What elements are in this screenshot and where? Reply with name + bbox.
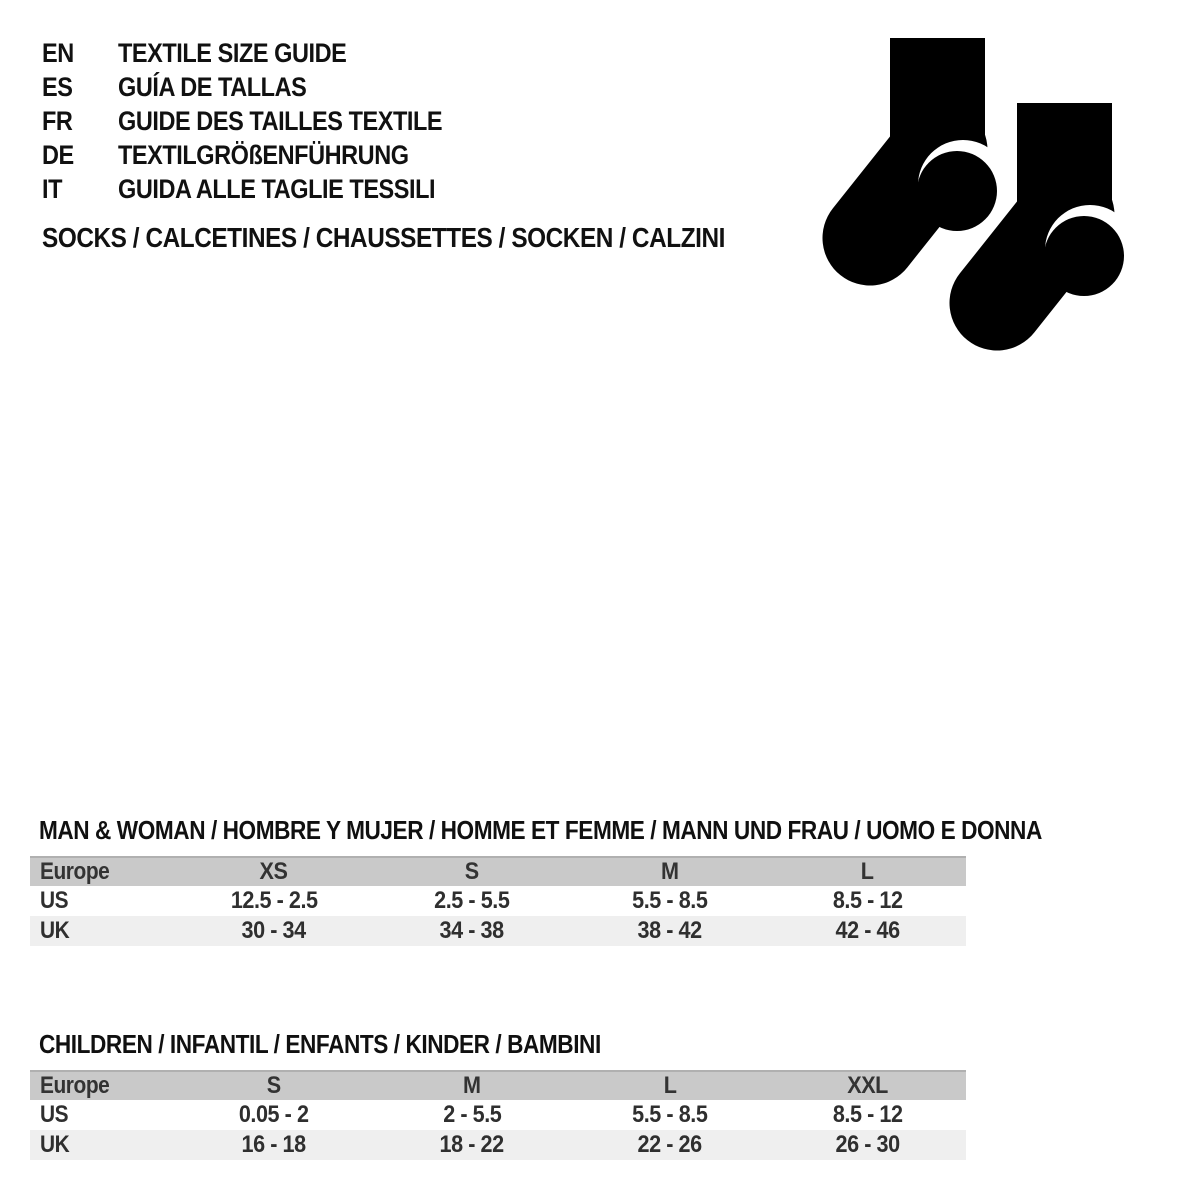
size-value: 42 - 46 bbox=[835, 917, 900, 944]
size-value: 38 - 42 bbox=[637, 917, 703, 944]
size-value: 0.05 - 2 bbox=[239, 1101, 309, 1128]
column-header-size: S bbox=[465, 858, 479, 885]
size-value: 12.5 - 2.5 bbox=[230, 887, 318, 914]
table-header-row bbox=[30, 856, 966, 886]
man-woman-table-title: MAN & WOMAN / HOMBRE Y MUJER / HOMME ET FEMME / MANN UND FRAU / UOMO E DONNA bbox=[39, 815, 1042, 845]
column-header-region: Europe bbox=[40, 858, 110, 885]
category-line: SOCKS / CALCETINES / CHAUSSETTES / SOCKEN / CALZINI bbox=[42, 222, 725, 253]
lang-code-en: EN bbox=[42, 37, 74, 68]
language-title-list bbox=[42, 36, 491, 206]
size-value: 30 - 34 bbox=[241, 917, 307, 944]
lang-code-fr: FR bbox=[42, 105, 73, 136]
lang-title-en: TEXTILE SIZE GUIDE bbox=[118, 37, 347, 68]
size-value: 8.5 - 12 bbox=[832, 887, 903, 914]
socks-icon bbox=[815, 38, 1145, 398]
lang-title-fr: GUIDE DES TAILLES TEXTILE bbox=[118, 105, 443, 136]
column-header-region: Europe bbox=[40, 1072, 110, 1099]
table-header-row bbox=[30, 1070, 966, 1100]
row-label: UK bbox=[40, 917, 70, 944]
row-label: UK bbox=[40, 1131, 70, 1158]
size-value: 22 - 26 bbox=[637, 1131, 703, 1158]
column-header-size: M bbox=[661, 858, 679, 885]
lang-title-it: GUIDA ALLE TAGLIE TESSILI bbox=[118, 173, 436, 204]
size-value: 16 - 18 bbox=[241, 1131, 307, 1158]
size-value: 2.5 - 5.5 bbox=[434, 887, 510, 914]
table-row-uk bbox=[30, 916, 966, 946]
size-value: 5.5 - 8.5 bbox=[632, 1101, 708, 1128]
row-label: US bbox=[40, 887, 69, 914]
column-header-size: M bbox=[463, 1072, 481, 1099]
size-value: 34 - 38 bbox=[439, 917, 505, 944]
man-woman-size-section bbox=[30, 815, 1042, 946]
row-label: US bbox=[40, 1101, 69, 1128]
sock-left bbox=[870, 38, 1008, 238]
lang-row-fr bbox=[42, 104, 491, 138]
lang-row-en bbox=[42, 36, 491, 70]
lang-row-es bbox=[42, 70, 491, 104]
lang-row-de bbox=[42, 138, 491, 172]
children-size-section bbox=[30, 1031, 966, 1160]
column-header-size: XXL bbox=[847, 1072, 888, 1099]
children-size-table bbox=[30, 1070, 966, 1160]
size-value: 18 - 22 bbox=[439, 1131, 505, 1158]
lang-row-it bbox=[42, 172, 491, 206]
size-value: 26 - 30 bbox=[835, 1131, 900, 1158]
children-table-title: CHILDREN / INFANTIL / ENFANTS / KINDER / BAMBINI bbox=[39, 1029, 601, 1059]
table-row-uk bbox=[30, 1130, 966, 1160]
sock-right bbox=[997, 103, 1135, 303]
man-woman-size-table bbox=[30, 856, 966, 946]
column-header-size: S bbox=[267, 1072, 281, 1099]
column-header-size: XS bbox=[260, 858, 288, 885]
lang-title-es: GUÍA DE TALLAS bbox=[118, 71, 307, 102]
lang-code-es: ES bbox=[42, 71, 73, 102]
size-value: 2 - 5.5 bbox=[442, 1101, 502, 1128]
size-value: 5.5 - 8.5 bbox=[632, 887, 708, 914]
table-row-us bbox=[30, 1100, 966, 1130]
column-header-size: L bbox=[861, 858, 874, 885]
table-row-us bbox=[30, 886, 966, 916]
lang-code-de: DE bbox=[42, 139, 74, 170]
lang-code-it: IT bbox=[42, 173, 63, 204]
column-header-size: L bbox=[663, 1072, 677, 1099]
lang-title-de: TEXTILGRÖßENFÜHRUNG bbox=[118, 139, 409, 170]
size-value: 8.5 - 12 bbox=[832, 1101, 903, 1128]
